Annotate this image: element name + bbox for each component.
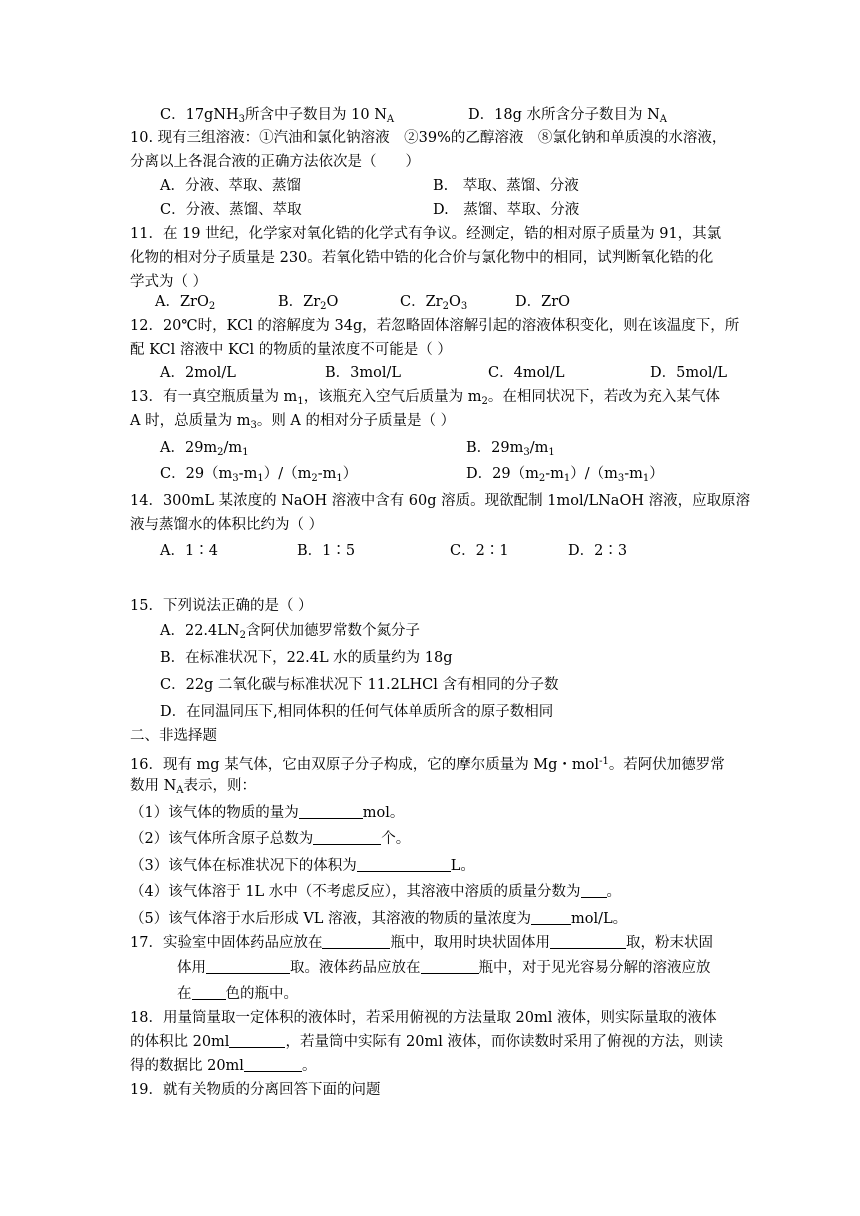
answer-blank <box>229 1032 285 1048</box>
q14-option-c: C．2∶1 <box>450 543 509 559</box>
answer-blank <box>357 856 451 872</box>
q16-part-4: （4）该气体溶于 1L 水中（不考虑反应），其溶液中溶质的质量分数为 。 <box>130 884 622 900</box>
q15-option-c: C．22g 二氧化碳与标准状况下 11.2LHCl 含有相同的分子数 <box>160 677 559 693</box>
q12-option-b: B．3mol/L <box>325 365 402 381</box>
q11-stem-line2: 化物的相对分子质量是 230。若氧化锆中锆的化合价与氯化物中的相同，试判断氧化锆的化 <box>130 250 714 266</box>
q10-option-b: B. 萃取、蒸馏、分液 <box>433 178 579 194</box>
q11-option-d: D．ZrO <box>515 294 571 310</box>
q13-stem-line1: 13．有一真空瓶质量为 $m_1$，该瓶充入空气后质量为 $m_2$。在相同状况下，若改为充入某气体 <box>130 389 720 407</box>
answer-blank <box>244 1056 302 1072</box>
q13-option-a: A．$29m_2/m_1$ <box>160 440 249 458</box>
section-heading: 二、非选择题 <box>130 728 217 744</box>
q14-option-d: D．2∶3 <box>568 543 628 559</box>
q12-option-a: A．2mol/L <box>160 365 236 381</box>
q13-option-c: C．$29(m_3-m_1)/(m_2-m_1)$ <box>160 466 358 484</box>
q12-option-c: C．4mol/L <box>488 365 565 381</box>
q14-option-a: A．1∶4 <box>160 543 218 559</box>
q17-stem-line1: 17．实验室中固体药品应放在 瓶中，取用时块状固体用 取，粉末状固 <box>130 935 713 951</box>
q9-option-d: D．18g 水所含分子数目为 $N_A$ <box>468 107 667 125</box>
answer-blank <box>313 829 381 845</box>
q18-stem-line2: 的体积比 20ml ，若量筒中实际有 20ml 液体，而你读数时采用了俯视的方法，则读 <box>130 1034 724 1050</box>
q17-stem-line3: 在 色的瓶中。 <box>177 986 298 1002</box>
q11-option-b: B．$Zr_2O$ <box>278 294 339 312</box>
answer-blank <box>531 909 571 925</box>
q17-stem-line2: 体用 取。液体药品应放在 瓶中，对于见光容易分解的溶液应放 <box>177 960 711 976</box>
q10-option-c: C．分液、蒸馏、萃取 <box>160 202 302 218</box>
answer-blank <box>299 803 363 819</box>
q12-stem-line1: 12．20℃时，KCl 的溶解度为 34g，若忽略固体溶解引起的溶液体积变化，则在该温度下，所 <box>130 318 740 334</box>
q15-option-a: A．$22.4LN_2$含阿伏加德罗常数个氮分子 <box>160 623 420 641</box>
q12-option-d: D．5mol/L <box>650 365 727 381</box>
q13-option-d: D．$29(m_2-m_1)/(m_3-m_1)$ <box>466 466 664 484</box>
q14-stem-line2: 液与蒸馏水的体积比约为（ ） <box>130 517 324 533</box>
answer-blank <box>206 958 290 974</box>
q13-stem-line2: A 时，总质量为 $m_3$。则 A 的相对分子质量是（ ） <box>130 413 456 431</box>
q14-option-b: B．1∶5 <box>297 543 356 559</box>
q19-stem: 19．就有关物质的分离回答下面的问题 <box>130 1082 381 1098</box>
q11-option-c: C．$Zr_2O_3$ <box>400 294 468 312</box>
q15-option-b: B．在标准状况下，22.4L 水的质量约为 18g <box>160 650 453 666</box>
answer-blank <box>192 984 226 1000</box>
q10-option-d: D. 蒸馏、萃取、分液 <box>433 202 580 218</box>
q16-part-1: （1）该气体的物质的量为 mol。 <box>130 805 405 821</box>
q16-part-2: （2）该气体所含原子总数为 个。 <box>130 831 411 847</box>
q11-stem-line1: 11．在 19 世纪，化学家对氧化锆的化学式有争议。经测定，锆的相对原子质量为 91，其氯 <box>130 226 722 242</box>
q10-option-a: A．分液、萃取、蒸馏 <box>160 178 301 194</box>
q18-stem-line1: 18．用量筒量取一定体积的液体时，若采用俯视的方法量取 20ml 液体，则实际量取的液体 <box>130 1010 717 1026</box>
q15-option-d: D．在同温同压下,相同体积的任何气体单质所含的原子数相同 <box>160 704 554 720</box>
q15-stem: 15．下列说法正确的是（ ） <box>130 598 313 614</box>
q13-option-b: B．$29m_3/m_1$ <box>466 440 555 458</box>
q16-part-3: （3）该气体在标准状况下的体积为 L。 <box>130 858 475 874</box>
q12-stem-line2: 配 KCl 溶液中 KCl 的物质的量浓度不可能是（ ） <box>130 342 452 358</box>
answer-blank <box>421 958 479 974</box>
q10-stem-line2: 分离以上各混合液的正确方法依次是（ ） <box>130 154 420 170</box>
q16-part-5: （5）该气体溶于水后形成 VL 溶液，其溶液的物质的量浓度为 mol/L。 <box>130 911 628 927</box>
q10-stem-line1: 10. 现有三组溶液：①汽油和氯化钠溶液 ②39%的乙醇溶液 ⑧氯化钠和单质溴的水溶液， <box>130 130 727 146</box>
answer-blank <box>581 882 607 898</box>
q16-stem-line2: 数用 $N_A$表示，则： <box>130 778 257 796</box>
answer-blank <box>322 933 390 949</box>
q18-stem-line3: 得的数据比 20ml 。 <box>130 1058 317 1074</box>
q14-stem-line1: 14．300mL 某浓度的 NaOH 溶液中含有 60g 溶质。现欲配制 1mol/LNaOH 溶液，应取原溶 <box>130 493 751 509</box>
answer-blank <box>550 933 626 949</box>
q9-option-c: C．17gNH$_3$所含中子数目为 10 $N_A$ <box>160 107 395 125</box>
q11-stem-line3: 学式为（ ） <box>130 274 208 290</box>
q11-option-a: A．ZrO$_2$ <box>155 294 216 312</box>
q16-stem-line1: 16．现有 mg 某气体，它由双原子分子构成，它的摩尔质量为 Mg・mol$^{-1}$。若阿伏加德罗常 <box>130 756 725 773</box>
